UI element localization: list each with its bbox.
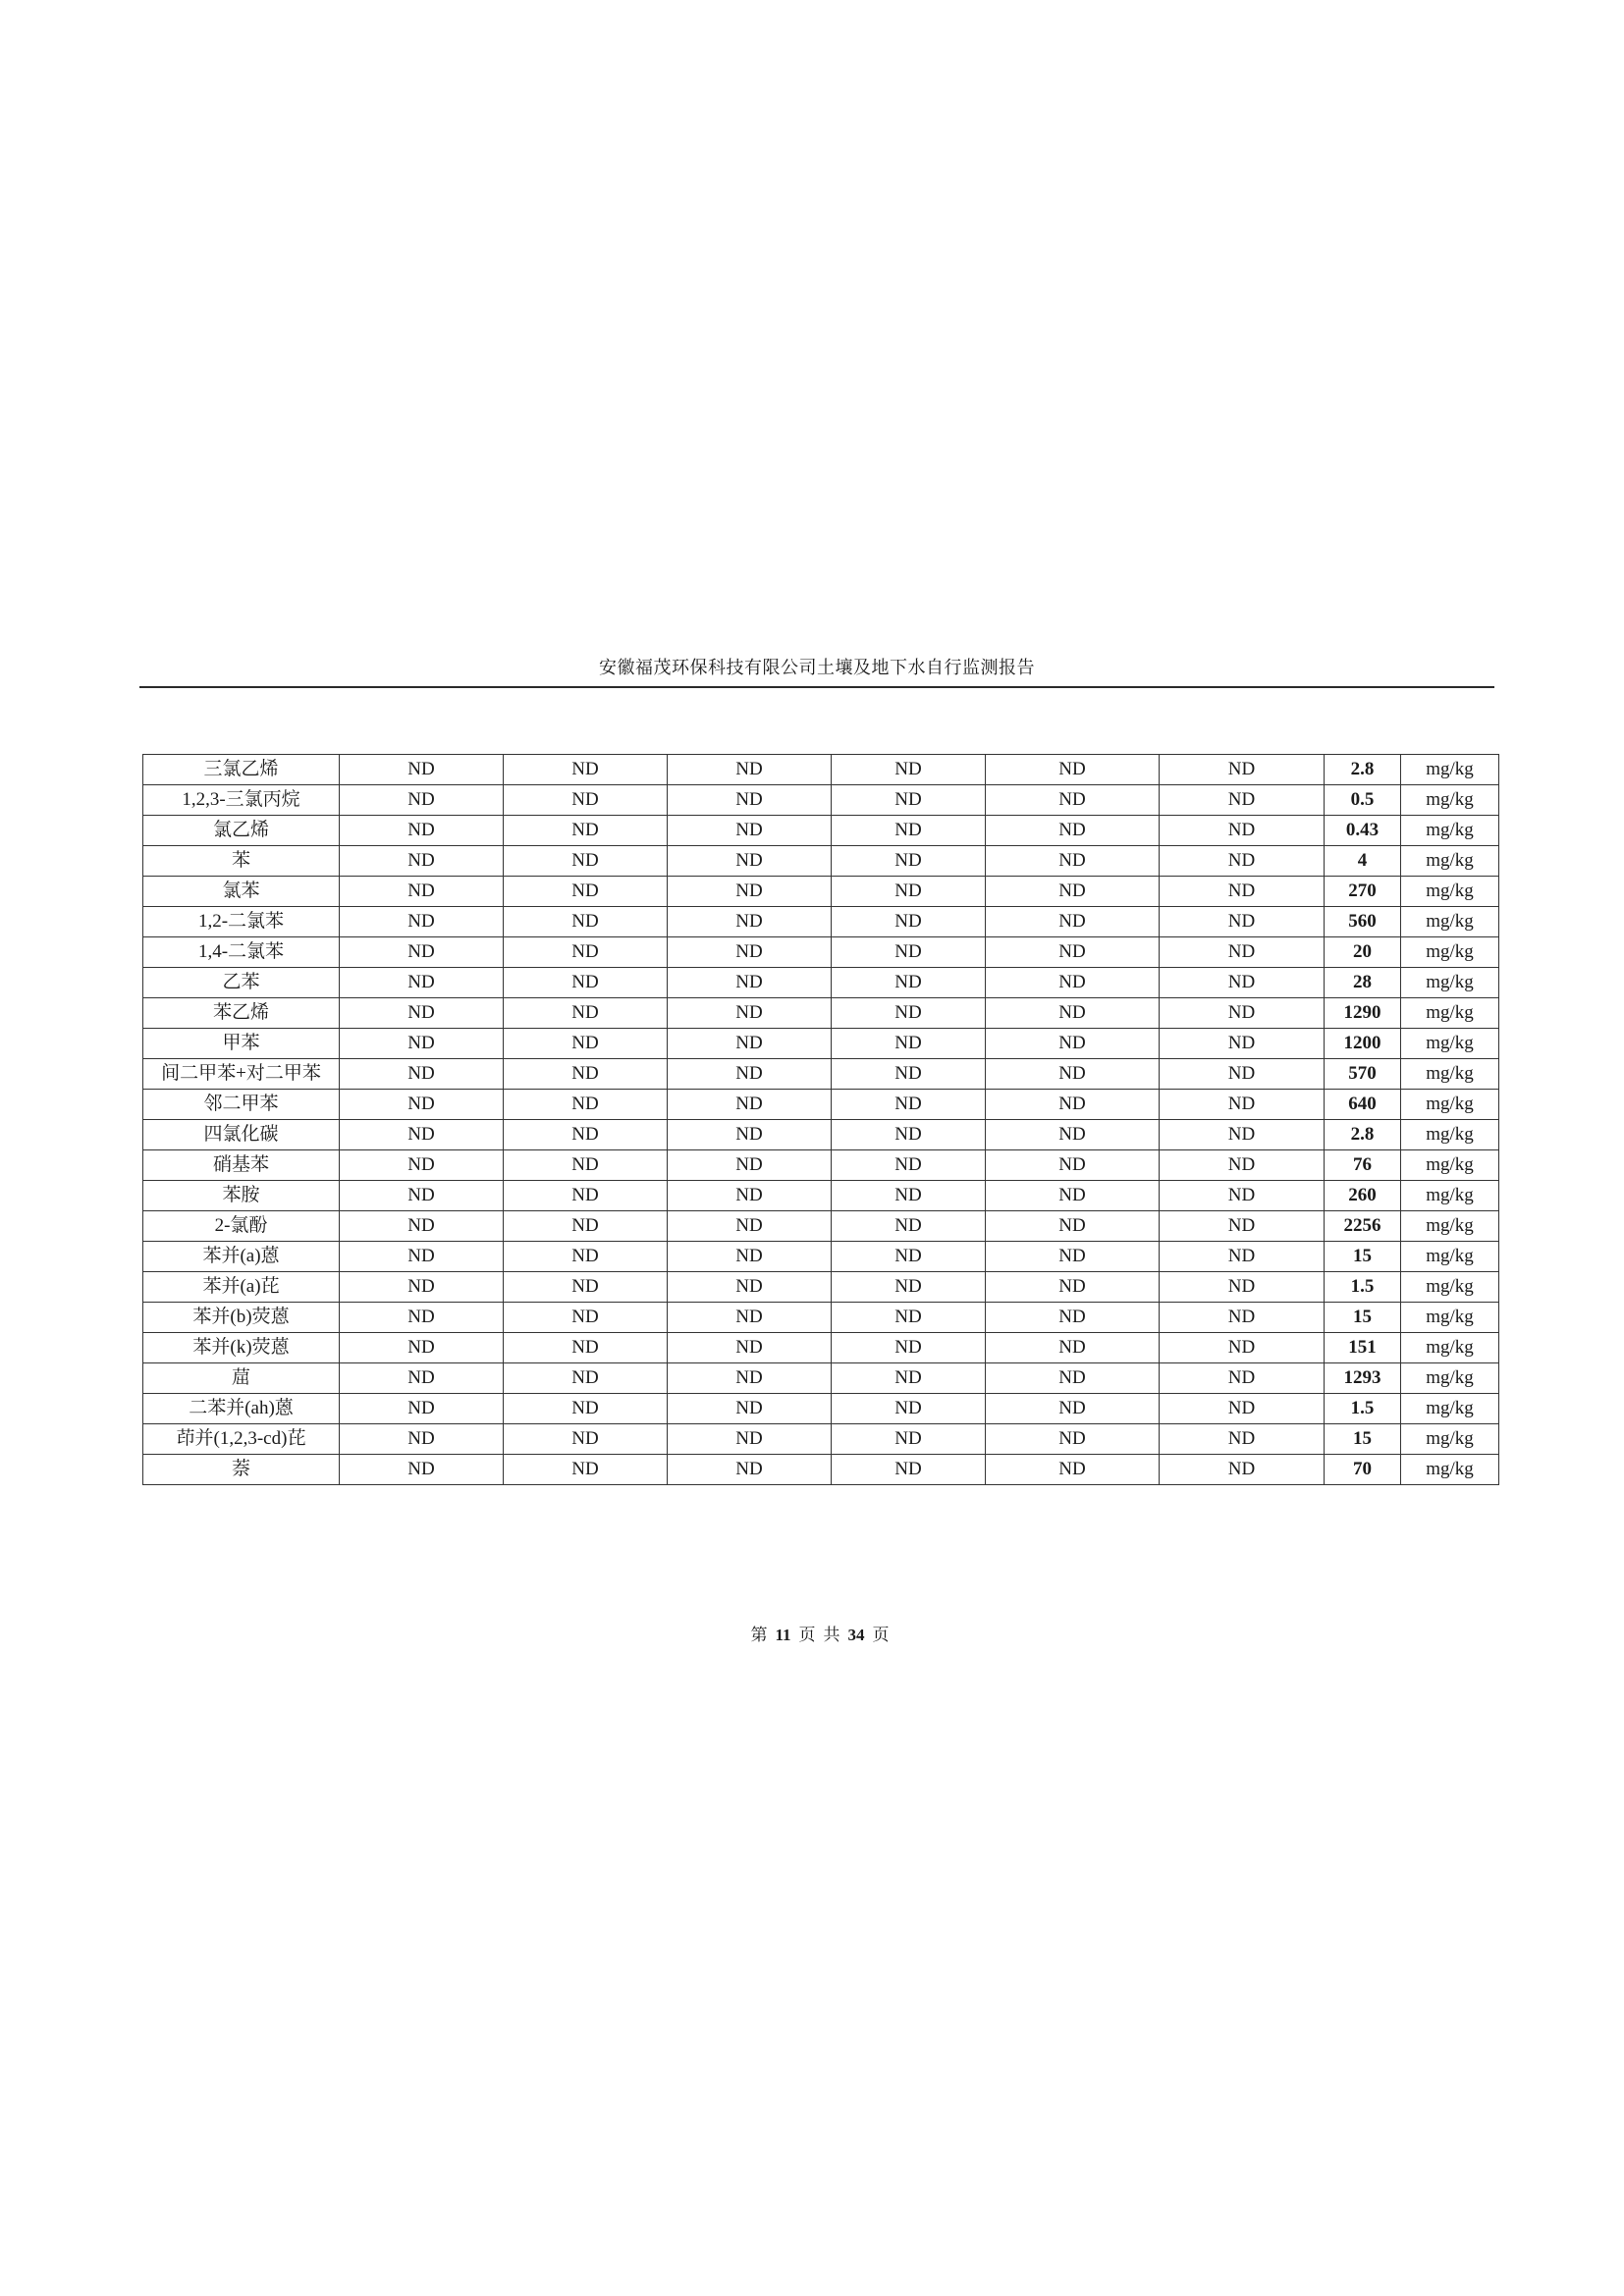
result-cell: ND: [986, 1333, 1160, 1363]
analyte-name-cell: 1,2-二氯苯: [143, 907, 340, 937]
monitoring-results-table: [142, 754, 1499, 1485]
result-cell: ND: [340, 1455, 504, 1485]
result-cell: ND: [986, 785, 1160, 816]
analyte-name-cell: 苯并(k)荧蒽: [143, 1333, 340, 1363]
result-cell: ND: [504, 1090, 668, 1120]
unit-cell: mg/kg: [1401, 785, 1499, 816]
screening-limit-cell: 15: [1325, 1242, 1401, 1272]
screening-limit-cell: 28: [1325, 968, 1401, 998]
screening-limit-cell: 70: [1325, 1455, 1401, 1485]
table-row: [143, 968, 1499, 998]
result-cell: ND: [832, 1120, 986, 1150]
table-row: [143, 1181, 1499, 1211]
analyte-name-cell: 氯苯: [143, 877, 340, 907]
result-cell: ND: [986, 816, 1160, 846]
result-cell: ND: [986, 1272, 1160, 1303]
result-cell: ND: [504, 785, 668, 816]
unit-cell: mg/kg: [1401, 1242, 1499, 1272]
result-cell: ND: [1160, 1059, 1325, 1090]
table-row: [143, 1090, 1499, 1120]
result-cell: ND: [1160, 1150, 1325, 1181]
result-cell: ND: [668, 1090, 832, 1120]
result-cell: ND: [832, 755, 986, 785]
result-cell: ND: [986, 1150, 1160, 1181]
unit-cell: mg/kg: [1401, 1120, 1499, 1150]
result-cell: ND: [504, 1363, 668, 1394]
result-cell: ND: [504, 816, 668, 846]
result-cell: ND: [504, 1272, 668, 1303]
screening-limit-cell: 0.5: [1325, 785, 1401, 816]
result-cell: ND: [986, 1455, 1160, 1485]
result-cell: ND: [832, 968, 986, 998]
result-cell: ND: [832, 937, 986, 968]
result-cell: ND: [340, 1424, 504, 1455]
result-cell: ND: [986, 1029, 1160, 1059]
result-cell: ND: [340, 785, 504, 816]
table-row: [143, 1272, 1499, 1303]
analyte-name-cell: 氯乙烯: [143, 816, 340, 846]
result-cell: ND: [504, 1120, 668, 1150]
result-cell: ND: [832, 1242, 986, 1272]
result-cell: ND: [986, 1059, 1160, 1090]
table-row: [143, 755, 1499, 785]
screening-limit-cell: 270: [1325, 877, 1401, 907]
result-cell: ND: [1160, 1333, 1325, 1363]
result-cell: ND: [832, 907, 986, 937]
result-cell: ND: [340, 968, 504, 998]
unit-cell: mg/kg: [1401, 1455, 1499, 1485]
result-cell: ND: [668, 1303, 832, 1333]
table-row: [143, 1455, 1499, 1485]
result-cell: ND: [668, 1242, 832, 1272]
result-cell: ND: [668, 755, 832, 785]
result-cell: ND: [668, 1059, 832, 1090]
unit-cell: mg/kg: [1401, 1090, 1499, 1120]
table-row: [143, 816, 1499, 846]
table-row: [143, 1120, 1499, 1150]
result-cell: ND: [1160, 755, 1325, 785]
result-cell: ND: [832, 1181, 986, 1211]
result-cell: ND: [832, 1090, 986, 1120]
result-cell: ND: [668, 1150, 832, 1181]
table-row: [143, 785, 1499, 816]
analyte-name-cell: 硝基苯: [143, 1150, 340, 1181]
unit-cell: mg/kg: [1401, 846, 1499, 877]
result-cell: ND: [340, 907, 504, 937]
result-cell: ND: [340, 998, 504, 1029]
result-cell: ND: [504, 1181, 668, 1211]
result-cell: ND: [504, 1303, 668, 1333]
result-cell: ND: [986, 1211, 1160, 1242]
result-cell: ND: [340, 877, 504, 907]
result-cell: ND: [340, 1394, 504, 1424]
result-cell: ND: [668, 1272, 832, 1303]
analyte-name-cell: 二苯并(ah)蒽: [143, 1394, 340, 1424]
result-cell: ND: [1160, 846, 1325, 877]
report-header-title: 安徽福茂环保科技有限公司土壤及地下水自行监测报告: [599, 658, 1035, 677]
table-row: [143, 846, 1499, 877]
analyte-name-cell: 邻二甲苯: [143, 1090, 340, 1120]
result-cell: ND: [668, 1120, 832, 1150]
screening-limit-cell: 15: [1325, 1424, 1401, 1455]
analyte-name-cell: 乙苯: [143, 968, 340, 998]
screening-limit-cell: 15: [1325, 1303, 1401, 1333]
table-row: [143, 1363, 1499, 1394]
result-cell: ND: [832, 1272, 986, 1303]
analyte-name-cell: 苯乙烯: [143, 998, 340, 1029]
result-cell: ND: [1160, 1090, 1325, 1120]
result-cell: ND: [1160, 1303, 1325, 1333]
result-cell: ND: [668, 1363, 832, 1394]
result-cell: ND: [986, 1363, 1160, 1394]
screening-limit-cell: 1.5: [1325, 1272, 1401, 1303]
result-cell: ND: [986, 846, 1160, 877]
result-cell: ND: [986, 998, 1160, 1029]
result-cell: ND: [668, 1333, 832, 1363]
result-cell: ND: [504, 1424, 668, 1455]
table-row: [143, 1303, 1499, 1333]
result-cell: ND: [340, 1211, 504, 1242]
result-cell: ND: [504, 1333, 668, 1363]
table-row: [143, 937, 1499, 968]
unit-cell: mg/kg: [1401, 816, 1499, 846]
result-cell: ND: [340, 846, 504, 877]
result-cell: ND: [340, 1303, 504, 1333]
result-cell: ND: [1160, 1363, 1325, 1394]
screening-limit-cell: 0.43: [1325, 816, 1401, 846]
unit-cell: mg/kg: [1401, 1303, 1499, 1333]
table-row: [143, 998, 1499, 1029]
result-cell: ND: [832, 1029, 986, 1059]
result-cell: ND: [1160, 998, 1325, 1029]
result-cell: ND: [668, 907, 832, 937]
unit-cell: mg/kg: [1401, 998, 1499, 1029]
result-cell: ND: [340, 1363, 504, 1394]
screening-limit-cell: 1.5: [1325, 1394, 1401, 1424]
result-cell: ND: [986, 907, 1160, 937]
result-cell: ND: [832, 1394, 986, 1424]
screening-limit-cell: 1290: [1325, 998, 1401, 1029]
result-cell: ND: [504, 907, 668, 937]
result-cell: ND: [832, 1303, 986, 1333]
result-cell: ND: [1160, 1455, 1325, 1485]
result-cell: ND: [668, 816, 832, 846]
screening-limit-cell: 2256: [1325, 1211, 1401, 1242]
screening-limit-cell: 76: [1325, 1150, 1401, 1181]
footer-suffix: 页: [872, 1626, 890, 1644]
result-cell: ND: [668, 1029, 832, 1059]
result-cell: ND: [1160, 937, 1325, 968]
unit-cell: mg/kg: [1401, 907, 1499, 937]
analyte-name-cell: 四氯化碳: [143, 1120, 340, 1150]
analyte-name-cell: 1,2,3-三氯丙烷: [143, 785, 340, 816]
result-cell: ND: [504, 1394, 668, 1424]
result-cell: ND: [340, 1090, 504, 1120]
result-cell: ND: [668, 1394, 832, 1424]
result-cell: ND: [986, 1303, 1160, 1333]
screening-limit-cell: 4: [1325, 846, 1401, 877]
analyte-name-cell: 甲苯: [143, 1029, 340, 1059]
analyte-name-cell: 苯并(a)芘: [143, 1272, 340, 1303]
result-cell: ND: [986, 1090, 1160, 1120]
analyte-name-cell: 1,4-二氯苯: [143, 937, 340, 968]
analyte-name-cell: 䓛: [143, 1363, 340, 1394]
result-cell: ND: [504, 998, 668, 1029]
result-cell: ND: [668, 785, 832, 816]
result-cell: ND: [504, 1242, 668, 1272]
unit-cell: mg/kg: [1401, 1272, 1499, 1303]
result-cell: ND: [832, 816, 986, 846]
result-cell: ND: [340, 937, 504, 968]
result-cell: ND: [668, 877, 832, 907]
result-cell: ND: [986, 1120, 1160, 1150]
unit-cell: mg/kg: [1401, 877, 1499, 907]
result-cell: ND: [832, 846, 986, 877]
footer-total-label: 共: [823, 1626, 840, 1644]
result-cell: ND: [668, 1181, 832, 1211]
screening-limit-cell: 151: [1325, 1333, 1401, 1363]
result-cell: ND: [832, 998, 986, 1029]
screening-limit-cell: 640: [1325, 1090, 1401, 1120]
result-cell: ND: [340, 1333, 504, 1363]
current-page-number: 11: [775, 1626, 791, 1644]
footer-prefix: 第: [750, 1626, 768, 1644]
page-footer: [0, 1625, 1624, 1646]
result-cell: ND: [986, 968, 1160, 998]
table-row: [143, 877, 1499, 907]
screening-limit-cell: 560: [1325, 907, 1401, 937]
screening-limit-cell: 260: [1325, 1181, 1401, 1211]
result-cell: ND: [668, 937, 832, 968]
result-cell: ND: [986, 1181, 1160, 1211]
result-cell: ND: [1160, 1029, 1325, 1059]
unit-cell: mg/kg: [1401, 1333, 1499, 1363]
analyte-name-cell: 萘: [143, 1455, 340, 1485]
unit-cell: mg/kg: [1401, 1211, 1499, 1242]
result-cell: ND: [1160, 1424, 1325, 1455]
result-cell: ND: [340, 1059, 504, 1090]
result-cell: ND: [1160, 1394, 1325, 1424]
analyte-name-cell: 三氯乙烯: [143, 755, 340, 785]
table-row: [143, 1424, 1499, 1455]
result-cell: ND: [504, 846, 668, 877]
screening-limit-cell: 570: [1325, 1059, 1401, 1090]
result-cell: ND: [1160, 1272, 1325, 1303]
result-cell: ND: [504, 937, 668, 968]
result-cell: ND: [340, 755, 504, 785]
table-row: [143, 907, 1499, 937]
analyte-name-cell: 2-氯酚: [143, 1211, 340, 1242]
result-cell: ND: [1160, 1211, 1325, 1242]
result-cell: ND: [832, 785, 986, 816]
result-cell: ND: [504, 968, 668, 998]
result-cell: ND: [340, 1272, 504, 1303]
analyte-name-cell: 苯并(a)蒽: [143, 1242, 340, 1272]
unit-cell: mg/kg: [1401, 1363, 1499, 1394]
result-cell: ND: [832, 1363, 986, 1394]
analyte-name-cell: 茚并(1,2,3-cd)芘: [143, 1424, 340, 1455]
result-cell: ND: [1160, 968, 1325, 998]
result-cell: ND: [504, 1059, 668, 1090]
table-row: [143, 1059, 1499, 1090]
unit-cell: mg/kg: [1401, 937, 1499, 968]
result-cell: ND: [668, 1424, 832, 1455]
result-cell: ND: [1160, 1181, 1325, 1211]
result-cell: ND: [340, 1120, 504, 1150]
unit-cell: mg/kg: [1401, 1150, 1499, 1181]
result-cell: ND: [504, 1150, 668, 1181]
result-cell: ND: [340, 1029, 504, 1059]
table-body: [143, 755, 1499, 1485]
analyte-name-cell: 苯并(b)荧蒽: [143, 1303, 340, 1333]
unit-cell: mg/kg: [1401, 1029, 1499, 1059]
analyte-name-cell: 间二甲苯+对二甲苯: [143, 1059, 340, 1090]
result-cell: ND: [832, 1211, 986, 1242]
result-cell: ND: [986, 1242, 1160, 1272]
result-cell: ND: [832, 877, 986, 907]
result-cell: ND: [504, 755, 668, 785]
result-cell: ND: [986, 937, 1160, 968]
table-row: [143, 1150, 1499, 1181]
result-cell: ND: [340, 816, 504, 846]
result-cell: ND: [832, 1455, 986, 1485]
result-cell: ND: [832, 1424, 986, 1455]
result-cell: ND: [504, 1455, 668, 1485]
total-pages-number: 34: [847, 1626, 865, 1644]
unit-cell: mg/kg: [1401, 1424, 1499, 1455]
result-cell: ND: [1160, 816, 1325, 846]
result-cell: ND: [668, 846, 832, 877]
unit-cell: mg/kg: [1401, 1181, 1499, 1211]
analyte-name-cell: 苯胺: [143, 1181, 340, 1211]
screening-limit-cell: 2.8: [1325, 755, 1401, 785]
header-divider: [139, 686, 1494, 688]
table-row: [143, 1333, 1499, 1363]
screening-limit-cell: 2.8: [1325, 1120, 1401, 1150]
result-cell: ND: [1160, 785, 1325, 816]
table-row: [143, 1029, 1499, 1059]
result-cell: ND: [668, 998, 832, 1029]
result-cell: ND: [340, 1150, 504, 1181]
unit-cell: mg/kg: [1401, 968, 1499, 998]
result-cell: ND: [504, 1029, 668, 1059]
result-cell: ND: [1160, 1242, 1325, 1272]
result-cell: ND: [504, 1211, 668, 1242]
result-cell: ND: [832, 1150, 986, 1181]
result-cell: ND: [340, 1242, 504, 1272]
result-cell: ND: [1160, 907, 1325, 937]
table-row: [143, 1242, 1499, 1272]
screening-limit-cell: 20: [1325, 937, 1401, 968]
result-cell: ND: [986, 1424, 1160, 1455]
unit-cell: mg/kg: [1401, 1394, 1499, 1424]
result-cell: ND: [986, 1394, 1160, 1424]
result-cell: ND: [1160, 877, 1325, 907]
result-cell: ND: [832, 1059, 986, 1090]
result-cell: ND: [986, 877, 1160, 907]
result-cell: ND: [340, 1181, 504, 1211]
result-cell: ND: [668, 968, 832, 998]
table-row: [143, 1211, 1499, 1242]
result-cell: ND: [504, 877, 668, 907]
screening-limit-cell: 1200: [1325, 1029, 1401, 1059]
result-cell: ND: [1160, 1120, 1325, 1150]
result-cell: ND: [832, 1333, 986, 1363]
unit-cell: mg/kg: [1401, 755, 1499, 785]
footer-page-label: 页: [798, 1626, 816, 1644]
table-row: [143, 1394, 1499, 1424]
screening-limit-cell: 1293: [1325, 1363, 1401, 1394]
analyte-name-cell: 苯: [143, 846, 340, 877]
result-cell: ND: [986, 755, 1160, 785]
result-cell: ND: [668, 1211, 832, 1242]
result-cell: ND: [668, 1455, 832, 1485]
unit-cell: mg/kg: [1401, 1059, 1499, 1090]
